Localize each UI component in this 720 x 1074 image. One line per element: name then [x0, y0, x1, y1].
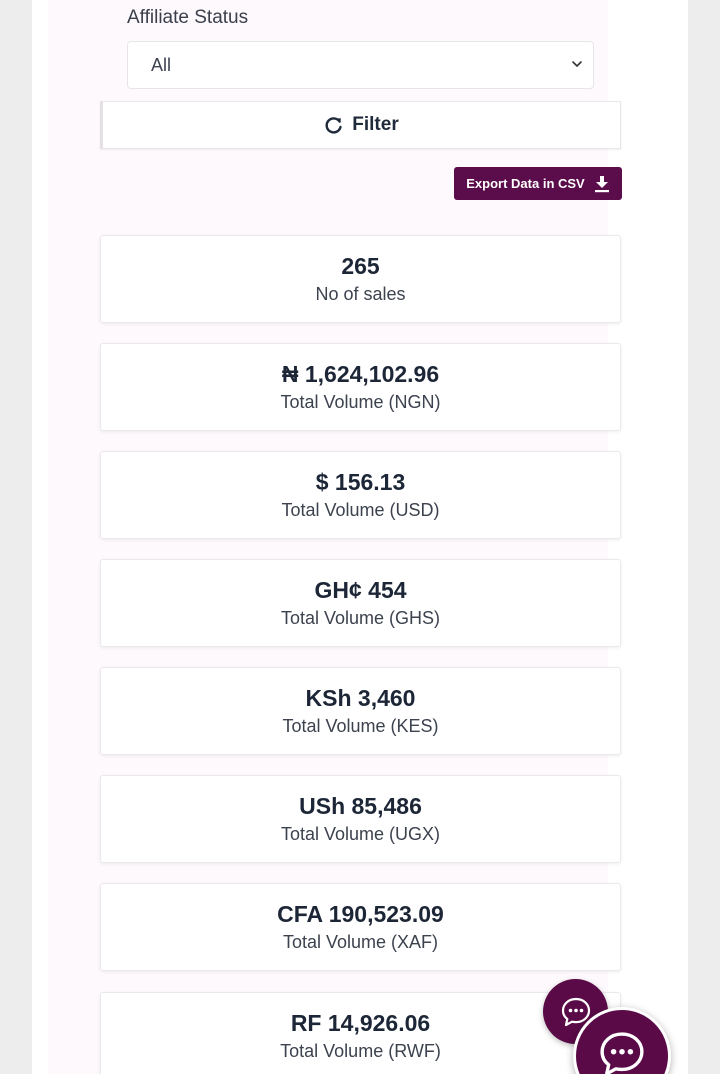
stat-card-usd: [100, 451, 621, 539]
stat-label: Total Volume (XAF): [282, 932, 439, 952]
stat-value: CFA 190,523.09: [277, 901, 444, 927]
stat-label: Total Volume (GHS): [280, 608, 441, 628]
stat-card-kes: [100, 667, 621, 755]
stat-value: RF 14,926.06: [290, 1010, 431, 1036]
filter-button-label: Filter: [352, 114, 399, 135]
stat-value: GH¢ 454: [314, 577, 407, 603]
export-csv-label: Export Data in CSV: [466, 176, 585, 191]
stat-card-xaf: [100, 883, 621, 971]
stat-label: Total Volume (UGX): [280, 824, 441, 844]
stat-card-ghs: [100, 559, 621, 647]
stat-label: Total Volume (USD): [281, 500, 440, 520]
stat-label: Total Volume (RWF): [280, 1041, 441, 1061]
stat-card-ugx: [100, 775, 621, 863]
stat-label: No of sales: [315, 284, 406, 304]
filter-button[interactable]: [100, 101, 621, 149]
stat-card-sales-count: [100, 235, 621, 323]
stat-card-ngn: [100, 343, 621, 431]
stat-value: ₦ 1,624,102.96: [281, 361, 440, 387]
download-icon: [594, 175, 610, 193]
stat-value: KSh 3,460: [305, 685, 416, 711]
affiliate-status-label: Affiliate Status: [127, 7, 249, 28]
affiliate-status-value: All: [151, 54, 172, 75]
refresh-icon: [324, 115, 344, 135]
chat-bubble-icon: [596, 1028, 648, 1074]
stat-label: Total Volume (NGN): [280, 392, 441, 412]
stat-value: $ 156.13: [315, 469, 406, 495]
stat-value: 265: [341, 253, 380, 279]
stat-value: USh 85,486: [299, 793, 422, 819]
chevron-down-icon: [570, 57, 584, 71]
export-csv-button[interactable]: [454, 167, 622, 200]
stat-label: Total Volume (KES): [282, 716, 439, 736]
affiliate-status-select[interactable]: [127, 41, 594, 89]
